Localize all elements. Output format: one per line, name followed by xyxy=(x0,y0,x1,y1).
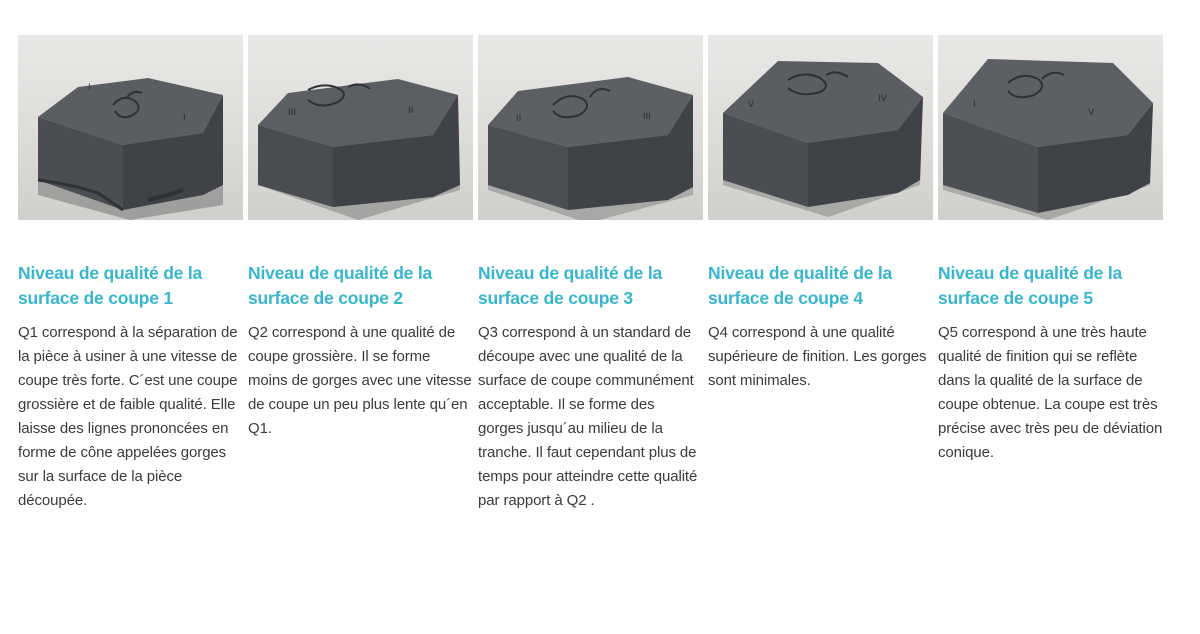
quality-level-4-photo xyxy=(708,35,933,220)
hexagon-block-q3 xyxy=(478,35,703,220)
quality-level-1-photo xyxy=(18,35,243,220)
svg-text:I: I xyxy=(183,113,186,123)
quality-levels-grid xyxy=(18,35,1164,513)
quality-level-1-description: Q1 correspond à la séparation de la pièce à usiner à une vitesse de coupe très forte. C´est une coupe grossière et de faible qualité. Elle laisse des lignes prononcées en forme de cône appelées gorges sur la surface de la pièce découpée. xyxy=(18,324,238,509)
quality-level-5 xyxy=(938,35,1163,513)
quality-level-4-description: Q4 correspond à une qualité supérieure de finition. Les gorges sont minimales. xyxy=(708,324,927,389)
quality-level-3-title: Niveau de qualité de la surface de coupe 3 xyxy=(478,263,663,308)
quality-level-5-description: Q5 correspond à une très haute qualité de finition qui se reflète dans la qualité de la surface de coupe obtenue. La coupe est très précise avec très peu de déviation conique. xyxy=(938,324,1163,461)
hexagon-block-q4 xyxy=(708,35,933,220)
svg-text:V: V xyxy=(1088,108,1095,118)
quality-level-3-description: Q3 correspond à un standard de découpe avec une qualité de la surface de coupe communément acceptable. Il se forme des gorges jusqu´au milieu de la tranche. Il faut cependant plus de temps pour atteindre cette qualité par rapport à Q2 . xyxy=(478,324,698,509)
quality-level-2-title: Niveau de qualité de la surface de coupe 2 xyxy=(248,263,433,308)
quality-level-5-title: Niveau de qualité de la surface de coupe 5 xyxy=(938,263,1123,308)
svg-text:III: III xyxy=(288,108,296,118)
quality-level-4-title: Niveau de qualité de la surface de coupe 4 xyxy=(708,263,893,308)
quality-level-2-photo xyxy=(248,35,473,220)
quality-level-4 xyxy=(708,35,933,513)
quality-level-2-description: Q2 correspond à une qualité de coupe grossière. Il se forme moins de gorges avec une vitesse de coupe un peu plus lente qu´en Q1. xyxy=(248,324,472,437)
svg-text:I: I xyxy=(88,83,91,93)
svg-text:IV: IV xyxy=(878,94,887,104)
svg-text:III: III xyxy=(643,112,651,122)
hexagon-block-q1 xyxy=(18,35,243,220)
hexagon-block-q2 xyxy=(248,35,473,220)
quality-level-3 xyxy=(478,35,703,513)
quality-level-1-title: Niveau de qualité de la surface de coupe 1 xyxy=(18,263,203,308)
quality-level-5-photo xyxy=(938,35,1163,220)
quality-level-2 xyxy=(248,35,473,513)
quality-level-1 xyxy=(18,35,243,513)
svg-text:II: II xyxy=(408,106,414,116)
svg-text:II: II xyxy=(516,114,522,124)
svg-text:I: I xyxy=(973,100,976,110)
quality-level-3-photo xyxy=(478,35,703,220)
svg-text:V: V xyxy=(748,100,755,110)
hexagon-block-q5 xyxy=(938,35,1163,220)
